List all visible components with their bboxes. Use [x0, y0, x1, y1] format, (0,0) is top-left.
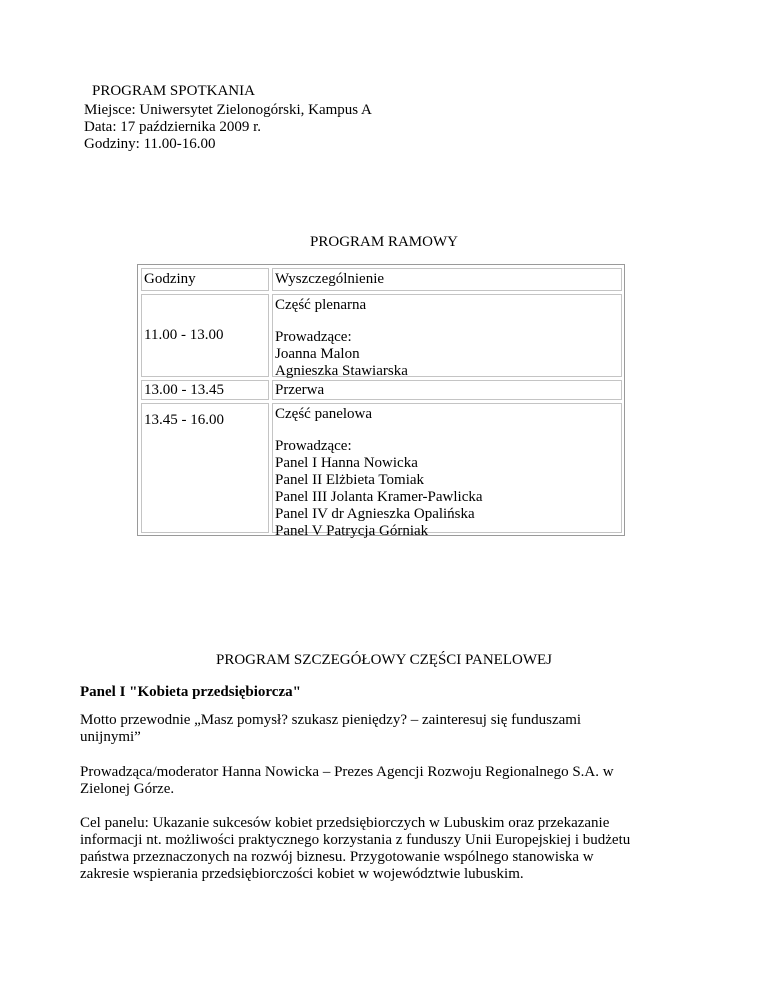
program-szczegolowy-title: PROGRAM SZCZEGÓŁOWY CZĘŚCI PANELOWEJ — [216, 652, 552, 668]
motto-line: unijnymi” — [80, 729, 141, 745]
row-detail-line: Agnieszka Stawiarska — [275, 363, 408, 379]
row-detail-line: Część panelowa — [275, 406, 373, 422]
row-time: 11.00 - 13.00 — [141, 294, 269, 377]
row-detail-line: Panel V Patrycja Górniak — [275, 523, 429, 539]
row-details — [272, 380, 622, 400]
column-header-hours: Godziny — [141, 268, 269, 291]
row-detail-line: Prowadzące: — [275, 438, 352, 454]
panel-title: Panel I "Kobieta przedsiębiorcza" — [80, 684, 301, 700]
panel-goal — [80, 815, 700, 883]
meeting-title: PROGRAM SPOTKANIA — [92, 83, 255, 99]
goal-line: informacji nt. możliwości praktycznego korzystania z funduszy Unii Europejskiej i budżetu — [80, 832, 631, 848]
row-time: 13.45 - 16.00 — [141, 403, 269, 533]
row-detail-line: Panel I Hanna Nowicka — [275, 455, 418, 471]
moderator-line: Zielonej Górze. — [80, 781, 175, 797]
row-detail-line: Panel IV dr Agnieszka Opalińska — [275, 506, 475, 522]
meeting-date: Data: 17 października 2009 r. — [84, 119, 262, 135]
row-detail-line: Prowadzące: — [275, 329, 352, 345]
panel-motto — [80, 712, 700, 746]
meeting-details — [84, 102, 372, 153]
goal-line: państwa przeznaczonych na rozwój biznesu. Przygotowanie wspólnego stanowiska w — [80, 849, 594, 865]
goal-line: Cel panelu: Ukazanie sukcesów kobiet przedsiębiorczych w Lubuskim oraz przekazanie — [80, 815, 610, 831]
goal-line: zakresie wspierania przedsiębiorczości kobiet w województwie lubuskim. — [80, 866, 524, 882]
row-detail-line: Panel III Jolanta Kramer-Pawlicka — [275, 489, 483, 505]
row-details — [272, 403, 622, 539]
row-detail-line: Przerwa — [275, 382, 325, 398]
meeting-hours: Godziny: 11.00-16.00 — [84, 136, 216, 152]
program-ramowy-title: PROGRAM RAMOWY — [310, 234, 458, 250]
moderator-line: Prowadząca/moderator Hanna Nowicka – Prezes Agencji Rozwoju Regionalnego S.A. w — [80, 764, 614, 780]
panel-moderator — [80, 764, 700, 798]
row-time: 13.00 - 13.45 — [141, 380, 269, 400]
row-details — [272, 294, 622, 377]
row-detail-line: Joanna Malon — [275, 346, 360, 362]
column-header-details: Wyszczególnienie — [272, 268, 622, 291]
meeting-place: Miejsce: Uniwersytet Zielonogórski, Kampus A — [84, 102, 372, 118]
row-detail-line: Część plenarna — [275, 297, 367, 313]
schedule-table — [137, 264, 625, 539]
row-detail-line: Panel II Elżbieta Tomiak — [275, 472, 425, 488]
motto-line: Motto przewodnie „Masz pomysł? szukasz pieniędzy? – zainteresuj się funduszami — [80, 712, 582, 728]
